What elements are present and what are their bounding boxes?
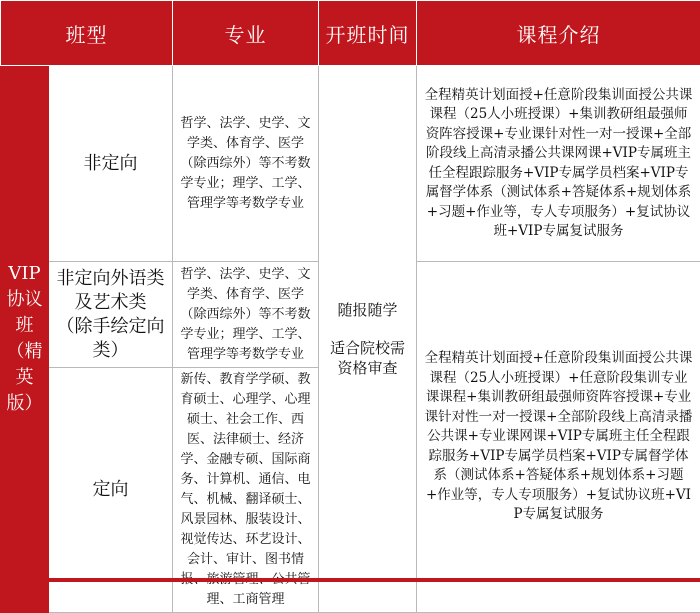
class-type-cell: 定向 (49, 368, 173, 613)
header-class-type: 班型 (1, 1, 173, 66)
class-type-cell: 非定向 (49, 66, 173, 262)
start-time-cell (319, 66, 417, 613)
bottom-accent-line (0, 578, 700, 582)
header-course-intro: 课程介绍 (417, 1, 700, 66)
major-cell: 哲学、法学、史学、文学类、体育学、医学（除西综外）等不考数学专业；理学、工学、管理学等考数学专业 (173, 262, 319, 368)
table-row (1, 66, 700, 262)
start-time-line2: 适合院校需资格审查 (327, 338, 408, 378)
header-row (1, 1, 700, 66)
start-time-line1: 随报随学 (327, 300, 408, 320)
major-cell: 哲学、法学、史学、文学类、体育学、医学（除西综外）等不考数学专业；理学、工学、管理学等考数学专业 (173, 66, 319, 262)
header-major: 专业 (173, 1, 319, 66)
header-start-time: 开班时间 (319, 1, 417, 66)
vip-class-label: VIP协议班（精英版） (1, 66, 49, 613)
course-intro-cell: 全程精英计划面授+任意阶段集训面授公共课课程（25人小班授课）+集训教研组最强师资阵容授课+专业课针对性一对一授课+全部阶段线上高清录播公共课网课+VIP专属班主任全程跟踪服务+VIP专属学员档案+VIP专属督学体系（测试体系+答疑体系+规划体系+习题+作业等，专人专项服务）+复试协议班+VIP专属复试服务 (417, 66, 700, 262)
class-type-cell: 非定向外语类及艺术类 （除手绘定向类） (49, 262, 173, 368)
major-cell: 新传、教育学学硕、教育硕士、心理学、心理硕士、社会工作、西医、法律硕士、经济学、金融专硕、国际商务、计算机、通信、电气、机械、翻译硕士、风景园林、服装设计、视觉传达、环艺设计、会计、审计、图书情 理、工商管理 (173, 368, 319, 613)
course-intro-cell: 全程精英计划面授+任意阶段集训面授公共课课程（25人小班授课）+任意阶段集训专业课课程+集训教研组最强师资阵容授课+专业课针对性一对一授课+全部阶段线上高清录播公共课+专业课网课+VIP专属班主任全程跟踪服务+VIP专属学员档案+VIP专属督学体系（测试体系+答疑体系+规划体系+习题+作业等，专人专项服务）+复试协议班+VIP专属复试服务 (417, 262, 700, 613)
